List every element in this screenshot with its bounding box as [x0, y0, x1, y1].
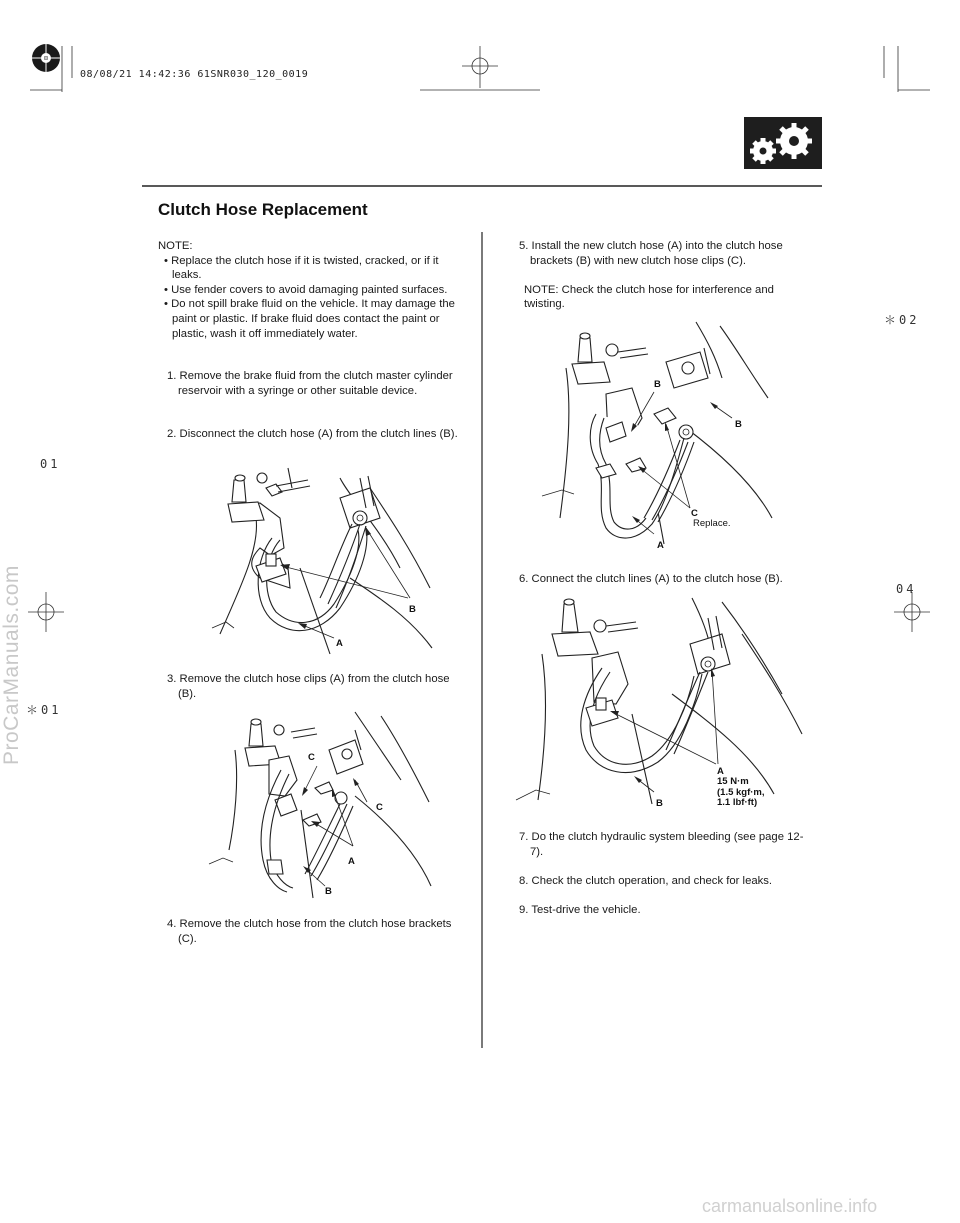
- fig4-label-b: B: [656, 798, 663, 809]
- margin-mark-right-mid: 04: [896, 582, 917, 596]
- fig4-torque-callout: [717, 767, 765, 809]
- fig3-linework: [542, 322, 772, 544]
- step-2: 2. Disconnect the clutch hose (A) from the clutch lines (B).: [167, 428, 458, 440]
- step-9: 9. Test-drive the vehicle.: [519, 903, 641, 916]
- gears-icon: [744, 117, 822, 169]
- step-8: 8. Check the clutch operation, and check for leaks.: [519, 874, 773, 887]
- fig1-label-b: B: [409, 604, 416, 615]
- figure-remove-clips: [205, 710, 435, 900]
- page-title: Clutch Hose Replacement: [158, 200, 368, 219]
- fig4-label-a: A: [717, 766, 724, 777]
- fig2-label-c-lower: C: [376, 802, 383, 813]
- step-3: 3. Remove the clutch hose clips (A) from the clutch hose (B).: [167, 673, 450, 700]
- print-stamp: 08/08/21 14:42:36 61SNR030_120_0019: [80, 69, 309, 80]
- fig4-torque-lbfft: 1.1 lbf·ft): [717, 797, 758, 809]
- fig3-label-b-upper: B: [654, 379, 661, 390]
- note-item: • Do not spill brake fluid on the vehicle. It may damage the paint or plastic. If brake fluid does contact the paint or plastic, wash it off immediately water.: [164, 298, 455, 340]
- margin-mark-left-mid: 01: [40, 457, 61, 471]
- fig2-linework: [209, 712, 431, 898]
- fig1-leaders: [280, 526, 410, 638]
- fig2-leaders: [302, 766, 367, 886]
- margin-mark-left-low: ＊01: [26, 703, 62, 717]
- fig1-linework: [212, 468, 432, 654]
- fig2-label-b: B: [325, 886, 332, 897]
- note-item: • Replace the clutch hose if it is twisted, cracked, or if it leaks.: [164, 254, 439, 282]
- note-item: • Use fender covers to avoid damaging painted surfaces.: [164, 283, 448, 296]
- note-heading: NOTE:: [158, 240, 193, 252]
- fig1-label-a: A: [336, 638, 343, 649]
- steps-7-9: [510, 830, 810, 918]
- fig4-torque-nm: 15 N·m: [717, 776, 749, 788]
- side-watermark: ProCarManuals.com: [0, 565, 23, 765]
- figure-connect-lines: [512, 594, 812, 809]
- fig2-label-c-upper: C: [308, 752, 315, 763]
- fig3-label-b-right: B: [735, 419, 742, 430]
- step-5-note: NOTE: Check the clutch hose for interference and twisting.: [524, 283, 774, 311]
- margin-mark-right-top: ＊02: [884, 313, 920, 327]
- notes-section: [158, 239, 468, 341]
- step-4: 4. Remove the clutch hose from the clutch hose brackets (C).: [167, 918, 452, 945]
- figure-disconnect-hose: [200, 458, 440, 658]
- fig2-label-a: A: [348, 856, 355, 867]
- step-1: 1. Remove the brake fluid from the clutch master cylinder reservoir with a syringe or other suitable device.: [167, 370, 453, 397]
- fig3-label-c: C: [691, 508, 698, 519]
- figure-install-hose: [536, 318, 776, 548]
- step-5: 5. Install the new clutch hose (A) into the clutch hose brackets (B) with new clutch hose clips (C). NOTE: Check the clutch hose for interference and twisting.: [510, 239, 810, 312]
- fig3-caption-replace: Replace.: [693, 518, 731, 529]
- step-6: 6. Connect the clutch lines (A) to the clutch hose (B).: [519, 573, 783, 585]
- fig4-torque-kgfm: (1.5 kgf·m,: [717, 786, 765, 798]
- step-7: 7. Do the clutch hydraulic system bleeding (see page 12-7).: [519, 831, 804, 858]
- fig3-label-a: A: [657, 540, 664, 551]
- footer-watermark: carmanualsonline.info: [702, 1196, 878, 1216]
